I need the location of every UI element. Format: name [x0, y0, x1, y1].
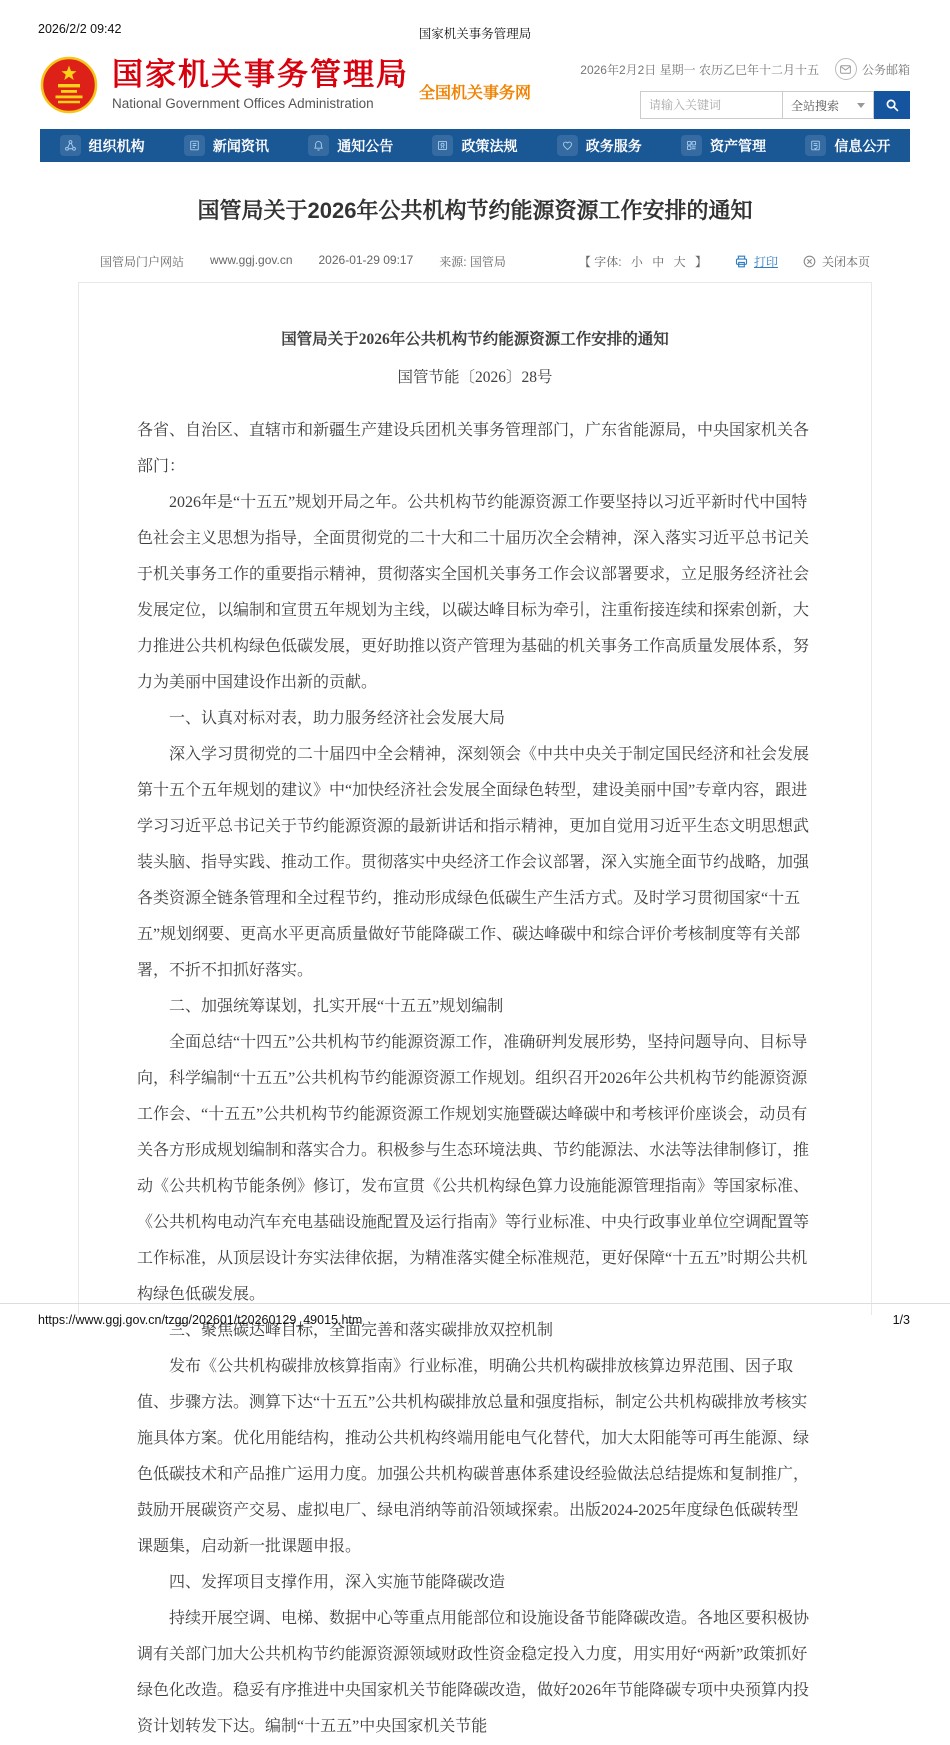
- document-number: 国管节能〔2026〕28号: [397, 369, 553, 386]
- font-size-medium[interactable]: 中: [652, 255, 665, 269]
- policy-doc-icon: [432, 135, 453, 156]
- nav-item-assets[interactable]: 资产管理: [681, 135, 766, 156]
- meta-datetime: 2026-01-29 09:17: [318, 253, 414, 267]
- article-meta-row: [78, 253, 872, 282]
- print-page-title: 国家机关事务管理局: [418, 27, 532, 41]
- print-datetime: 2026/2/2 09:42: [38, 22, 122, 36]
- font-size-widget: [576, 253, 710, 270]
- section-heading-2: 二、加强统筹谋划，扎实开展“十五五”规划编制: [169, 998, 504, 1015]
- body-paragraph: 持续开展空调、电梯、数据中心等重点用能部位和设施设备节能降碳改造。各地区要积极协调有关部门加大公共机构节约能源资源领域财政性资金稳定投入力度，用实用好“两新”政策抓好绿色化改造。稳妥有序推进中央国家机关节能降碳改造，做好2026年节能降碳专项中央预算内投资计划转发下达。编制“十五五”中央国家机关节能: [137, 1610, 810, 1735]
- site-search: [640, 91, 910, 119]
- print-footer-url: https://www.ggj.gov.cn/tzgg/202601/t20260129_49015.htm: [38, 1313, 363, 1327]
- site-name-block: [112, 58, 409, 110]
- meta-site: 国管局门户网站: [100, 255, 185, 269]
- asset-grid-icon: [681, 135, 702, 156]
- close-circle-icon: [802, 254, 817, 269]
- font-size-small[interactable]: 小: [630, 255, 643, 269]
- search-scope-select[interactable]: [782, 91, 874, 119]
- meta-source: 来源: 国管局: [439, 255, 506, 269]
- nav-item-disclosure[interactable]: 信息公开: [805, 135, 890, 156]
- site-name-cn: 国家机关事务管理局: [112, 57, 409, 93]
- print-preview-header: [0, 0, 950, 46]
- font-widget-open: 【 字体:: [578, 255, 622, 269]
- section-heading-3: 三、聚焦碳达峰目标，全面完善和落实碳排放双控机制: [169, 1322, 554, 1339]
- main-navigation: [40, 129, 910, 162]
- salutation-line: 各省、自治区、直辖市和新疆生产建设兵团机关事务管理部门，广东省能源局，中央国家机关各部门：: [137, 422, 810, 475]
- news-icon: [184, 135, 205, 156]
- site-name-en: National Government Offices Administration: [112, 95, 374, 111]
- print-preview-footer: [0, 1303, 950, 1345]
- printer-icon: [734, 254, 749, 269]
- close-page-button[interactable]: 关闭本页: [802, 253, 870, 270]
- official-mailbox-link[interactable]: [835, 58, 910, 80]
- chevron-down-icon: [857, 103, 865, 108]
- body-paragraph: 发布《公共机构碳排放核算指南》行业标准，明确公共机构碳排放核算边界范围、因子取值、步骤方法。测算下达“十五五”公共机构碳排放总量和强度指标，制定公共机构碳排放考核实施具体方案。优化用能结构，推动公共机构终端用能电气化替代，加大太阳能等可再生能源、绿色低碳技术和产品推广运用力度。加强公共机构碳普惠体系建设经验做法总结提炼和复制推广，鼓励开展碳资产交易、虚拟电厂、绿电消纳等前沿领域探索。出版2024-2025年度绿色低碳转型课题集，启动新一批课题申报。: [137, 1358, 810, 1555]
- section-heading-1: 一、认真对标对表，助力服务经济社会发展大局: [169, 710, 506, 727]
- body-paragraph: 2026年是“十五五”规划开局之年。公共机构节约能源资源工作要坚持以习近平新时代中国特色社会主义思想为指导，全面贯彻党的二十大和二十届历次全会精神，深入落实习近平总书记关于机关事务工作的重要指示精神，贯彻落实全国机关事务工作会议部署要求，立足服务经济社会发展定位，以编制和宣贯五年规划为主线，以碳达峰目标为牵引，注重衔接连续和探索创新，大力推进公共机构绿色低碳发展，更好助推以资产管理为基础的机关事务工作高质量发展体系，努力为美丽中国建设作出新的贡献。: [137, 494, 810, 691]
- info-doc-icon: [805, 135, 826, 156]
- body-paragraph: 全面总结“十四五”公共机构节约能源资源工作，准确研判发展形势，坚持问题导向、目标导向，科学编制“十五五”公共机构节约能源资源工作规划。组织召开2026年公共机构节约能源资源工作会、“十五五”公共机构节约能源资源工作规划实施暨碳达峰碳中和考核评价座谈会，动员有关各方形成规划编制和落实合力。积极参与生态环境法典、节约能源法、水法等法律制修订，推动《公共机构节能条例》修订，发布宣贯《公共机构绿色算力设施能源管理指南》等国家标准、《公共机构电动汽车充电基础设施配置及运行指南》等行业标准、中央行政事业单位空调配置等工作标准，从顶层设计夯实法律依据，为精准落实健全标准规范，更好保障“十五五”时期公共机构绿色低碳发展。: [137, 1034, 810, 1303]
- mail-icon: [835, 58, 857, 80]
- service-heart-icon: [557, 135, 578, 156]
- nav-item-news[interactable]: 新闻资讯: [184, 135, 269, 156]
- print-button[interactable]: 打印: [734, 253, 778, 270]
- print-page-indicator: 1/3: [892, 1313, 910, 1327]
- nav-item-organization[interactable]: 组织机构: [60, 135, 145, 156]
- site-brand: [40, 50, 531, 119]
- search-scope-value: 全站搜索: [791, 98, 840, 113]
- nav-item-notices[interactable]: 通知公告: [308, 135, 393, 156]
- search-icon: [884, 97, 901, 114]
- national-emblem-logo: [40, 56, 98, 114]
- font-widget-close: 】: [694, 255, 707, 269]
- font-size-large[interactable]: 大: [673, 255, 686, 269]
- meta-url: www.ggj.gov.cn: [210, 253, 293, 267]
- site-masthead: [40, 46, 910, 127]
- document-body: [137, 413, 813, 1745]
- section-heading-4: 四、发挥项目支撑作用，深入实施节能降碳改造: [169, 1574, 506, 1591]
- body-paragraph: 深入学习贯彻党的二十届四中全会精神，深刻领会《中共中央关于制定国民经济和社会发展第十五个五年规划的建议》中“加快经济社会发展全面绿色转型，建设美丽中国”专章内容，跟进学习习近平总书记关于节约能源资源的最新讲话和指示精神，更加自觉用习近平生态文明思想武装头脑、指导实践、推动工作。贯彻落实中央经济工作会议部署，深入实施全面节约战略，加强各类资源全链条管理和全过程节约，推动形成绿色低碳生产生活方式。及时学习贯彻国家“十五五”规划纲要、更高水平更高质量做好节能降碳工作、碳达峰碳中和综合评价考核制度等有关部署，不折不扣抓好落实。: [137, 746, 810, 979]
- search-button[interactable]: [874, 91, 910, 119]
- bell-icon: [308, 135, 329, 156]
- org-structure-icon: [60, 135, 81, 156]
- article-page-title: 国管局关于2026年公共机构节约能源资源工作安排的通知: [197, 198, 753, 223]
- portal-name: 全国机关事务网: [419, 85, 532, 102]
- search-input[interactable]: [640, 91, 782, 119]
- nav-item-services[interactable]: 政务服务: [557, 135, 642, 156]
- masthead-right: [580, 50, 910, 119]
- mail-label: 公务邮箱: [861, 62, 910, 77]
- lunar-date-line: 2026年2月2日 星期一 农历乙巳年十二月十五: [580, 62, 819, 77]
- nav-item-policies[interactable]: 政策法规: [432, 135, 517, 156]
- document-title: 国管局关于2026年公共机构节约能源资源工作安排的通知: [281, 331, 669, 348]
